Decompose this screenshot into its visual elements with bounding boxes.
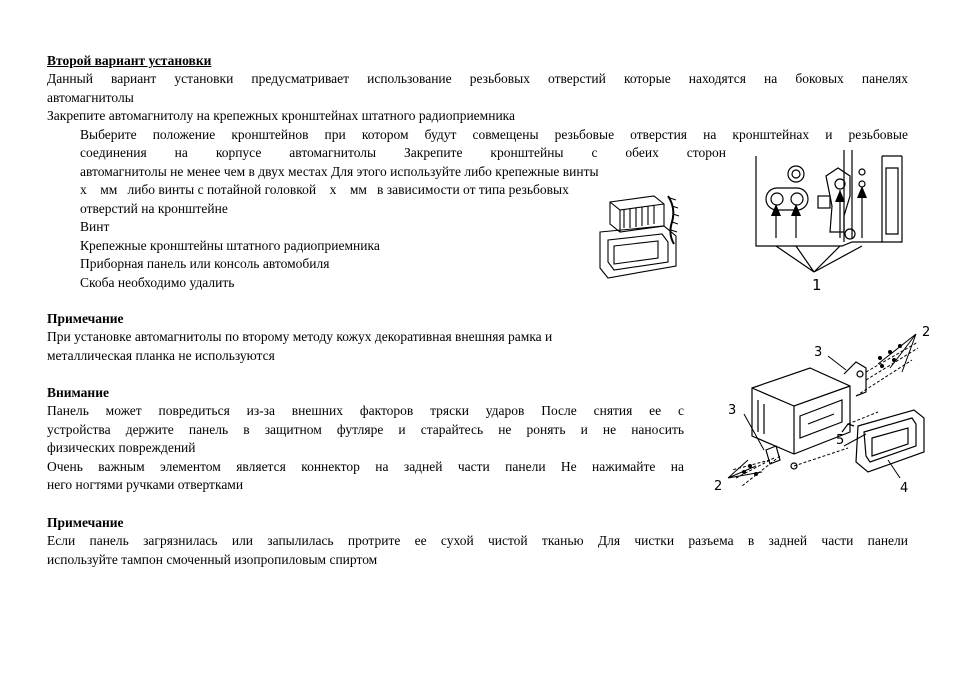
figure2-label-panel: 4 xyxy=(900,481,909,496)
figure2-label-clip: 5 xyxy=(836,433,845,448)
note1-title: Примечание xyxy=(47,311,124,326)
note2-line-1: Если панель загрязнилась или запылилась протрите ее сухой чистой тканью Для чистки разъема в задней части панели xyxy=(47,533,908,548)
warning-line-4: Очень важным элементом является коннектор на задней части панели Не нажимайте на xyxy=(47,459,684,474)
desc-line-3: автомагнитолы не менее чем в двух местах Для этого используйте либо крепежные винты xyxy=(80,164,599,179)
figure1-label: 1 xyxy=(812,276,822,294)
warning-title: Внимание xyxy=(47,385,109,400)
section-title: Второй вариант установки xyxy=(47,53,212,68)
legend-item-screw: Винт xyxy=(80,219,110,234)
desc-line-1: Выберите положение кронштейнов при котором будут совмещены резьбовые отверстия на кронштейнах и резьбовые xyxy=(80,127,908,142)
step-heading: Закрепите автомагнитолу на крепежных кронштейнах штатного радиоприемника xyxy=(47,108,516,123)
figure2-label-bracket-top: 3 xyxy=(814,345,823,360)
warning-line-3: физических повреждений xyxy=(47,440,196,455)
note1-line-1: При установке автомагнитолы по второму методу кожух декоративная внешняя рамка и xyxy=(47,329,553,344)
figure2-label-bracket-left: 3 xyxy=(728,403,737,418)
radio-sketch-illustration xyxy=(596,188,690,284)
note2-line-2: используйте тампон смоченный изопропиловым спиртом xyxy=(47,552,378,567)
intro-line-2: автомагнитолы xyxy=(47,90,134,105)
figure2-label-screws-top: 2 xyxy=(922,325,931,340)
desc-line-5: отверстий на кронштейне xyxy=(80,201,228,216)
warning-line-5: него ногтями ручками отвертками xyxy=(47,477,244,492)
intro-line-1: Данный вариант установки предусматривает использование резьбовых отверстий которые находятся на боковых панелях xyxy=(47,71,908,86)
side-panel-figure xyxy=(752,146,912,294)
exploded-installation-figure xyxy=(710,320,942,496)
desc-line-4: х мм либо винты с потайной головкой х мм в зависимости от типа резьбовых xyxy=(80,182,569,197)
note2-title: Примечание xyxy=(47,515,124,530)
legend-item-clip: Скоба необходимо удалить xyxy=(80,275,235,290)
note1-line-2: металлическая планка не используются xyxy=(47,348,275,363)
warning-line-2: устройства держите панель в защитном футляре и старайтесь не ронять и не наносить xyxy=(47,422,684,437)
warning-line-1: Панель может повредиться из-за внешних факторов тряски ударов После снятия ее с xyxy=(47,403,684,418)
legend-item-brackets: Крепежные кронштейны штатного радиоприемника xyxy=(80,238,380,253)
desc-line-2: соединения на корпусе автомагнитолы Закрепите кронштейны с обеих сторон xyxy=(80,145,726,160)
legend-item-dashboard: Приборная панель или консоль автомобиля xyxy=(80,256,330,271)
figure2-label-screws-bottom: 2 xyxy=(714,479,723,494)
